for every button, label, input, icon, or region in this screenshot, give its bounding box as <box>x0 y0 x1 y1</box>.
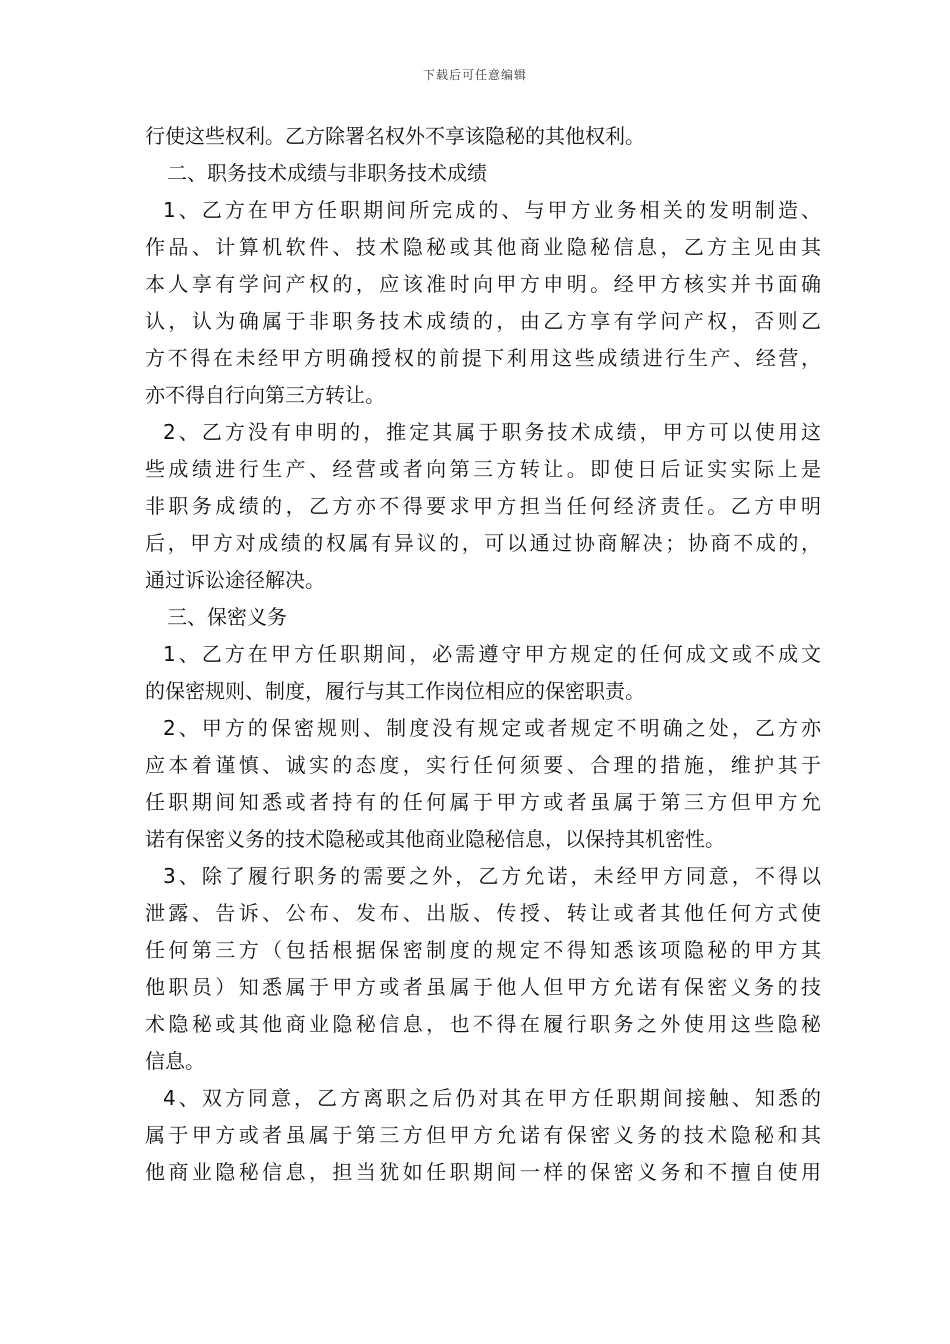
text-line: 1、乙方在甲方任职期间所完成的、与甲方业务相关的发明制造、 <box>163 198 821 222</box>
text-line: 作品、计算机软件、技术隐秘或其他商业隐秘信息，乙方主见由其 <box>145 235 821 259</box>
text-line: 方不得在未经甲方明确授权的前提下利用这些成绩进行生产、经营， <box>145 346 821 370</box>
page-header: 下载后可任意编辑 <box>422 68 527 82</box>
text-line: 亦不得自行向第三方转让。 <box>145 383 385 407</box>
text-line: 任职期间知悉或者持有的任何属于甲方或者虽属于第三方但甲方允 <box>145 790 821 814</box>
text-line: 行使这些权利。乙方除署名权外不享该隐秘的其他权利。 <box>145 124 645 148</box>
text-line: 2、甲方的保密规则、制度没有规定或者规定不明确之处，乙方亦 <box>163 716 821 740</box>
text-line: 信息。 <box>145 1049 205 1073</box>
text-line: 三、保密义务 <box>167 605 287 629</box>
text-line: 任何第三方（包括根据保密制度的规定不得知悉该项隐秘的甲方其 <box>145 938 821 962</box>
text-line: 泄露、告诉、公布、发布、出版、传授、转让或者其他任何方式使 <box>145 901 821 925</box>
text-line: 1、乙方在甲方任职期间，必需遵守甲方规定的任何成文或不成文 <box>163 642 821 666</box>
text-line: 二、职务技术成绩与非职务技术成绩 <box>167 161 487 185</box>
text-line: 2、乙方没有申明的，推定其属于职务技术成绩，甲方可以使用这 <box>163 420 821 444</box>
text-line: 属于甲方或者虽属于第三方但甲方允诺有保密义务的技术隐秘和其 <box>145 1123 821 1147</box>
text-line: 认，认为确属于非职务技术成绩的，由乙方享有学问产权，否则乙 <box>145 309 821 333</box>
document-body <box>145 118 821 1191</box>
text-line: 些成绩进行生产、经营或者向第三方转让。即使日后证实实际上是 <box>145 457 821 481</box>
text-line: 通过诉讼途径解决。 <box>145 568 325 592</box>
text-line: 3、除了履行职务的需要之外，乙方允诺，未经甲方同意，不得以 <box>163 864 821 888</box>
text-line: 他商业隐秘信息，担当犹如任职期间一样的保密义务和不擅自使用 <box>145 1160 821 1184</box>
text-line: 后，甲方对成绩的权属有异议的，可以通过协商解决；协商不成的， <box>145 531 821 555</box>
text-line: 应本着谨慎、诚实的态度，实行任何须要、合理的措施，维护其于 <box>145 753 821 777</box>
text-line: 术隐秘或其他商业隐秘信息，也不得在履行职务之外使用这些隐秘 <box>145 1012 821 1036</box>
text-line: 本人享有学问产权的，应该准时向甲方申明。经甲方核实并书面确 <box>145 272 821 296</box>
text-line: 他职员）知悉属于甲方或者虽属于他人但甲方允诺有保密义务的技 <box>145 975 821 999</box>
text-line: 的保密规则、制度，履行与其工作岗位相应的保密职责。 <box>145 679 645 703</box>
text-line: 4、双方同意，乙方离职之后仍对其在甲方任职期间接触、知悉的 <box>163 1086 821 1110</box>
text-line: 非职务成绩的，乙方亦不得要求甲方担当任何经济责任。乙方申明 <box>145 494 821 518</box>
text-line: 诺有保密义务的技术隐秘或其他商业隐秘信息，以保持其机密性。 <box>145 827 725 851</box>
